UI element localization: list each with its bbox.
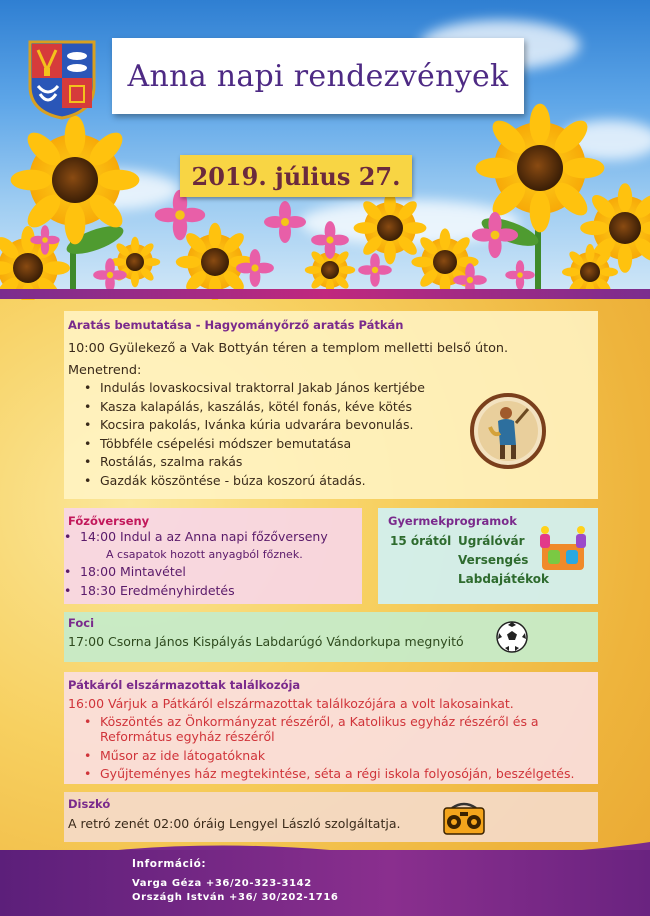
kids-heading: Gyermekprogramok <box>388 514 517 528</box>
event-date: 2019. július 27. <box>191 161 401 191</box>
list-item: • 18:00 Mintavétel <box>60 563 235 582</box>
kids-item: Ugrálóvár <box>458 534 525 548</box>
cooking-list-2 <box>60 563 235 600</box>
soccer-ball-icon <box>496 621 528 653</box>
disco-section <box>64 792 598 842</box>
disco-text: A retró zenét 02:00 óráig Lengyel László szolgáltatja. <box>68 816 401 831</box>
harvest-program-label: Menetrend: <box>68 363 142 378</box>
cooking-section <box>64 508 362 604</box>
list-item: • Kocsira pakolás, Ivánka kúria udvarára bevonulás. <box>80 416 425 435</box>
reunion-list <box>80 714 574 783</box>
list-item: • Gazdák köszöntése - búza koszorú átadás. <box>80 472 425 491</box>
bouncy-castle-icon <box>536 522 590 576</box>
kids-item: Versengés <box>458 553 529 567</box>
cooking-heading: Főzőverseny <box>68 514 150 528</box>
kids-time: 15 órától <box>390 534 452 548</box>
football-heading: Foci <box>68 616 95 630</box>
disco-heading: Diszkó <box>68 797 111 811</box>
harvest-heading: Aratás bemutatása - Hagyományőrző aratás Pátkán <box>68 318 404 332</box>
harvest-meeting: 10:00 Gyülekező a Vak Bottyán téren a templom melletti belső úton. <box>68 341 509 356</box>
list-item: • Indulás lovaskocsival traktorral Jakab János kertjébe <box>80 379 425 398</box>
contact-line: Országh István +36/ 30/202-1716 <box>132 892 339 903</box>
list-item: • Gyűjteményes ház megtekintése, séta a régi iskola folyosóján, beszélgetés. <box>80 765 574 783</box>
list-item: • Műsor az ide látogatóknak <box>80 746 574 765</box>
football-section <box>64 612 598 662</box>
cooking-list <box>60 528 328 547</box>
kids-item: Labdajátékok <box>458 572 549 586</box>
cooking-note: A csapatok hozott anyagból főznek. <box>106 548 303 561</box>
reunion-intro: 16:00 Várjuk a Pátkáról elszármazottak találkozójára a volt lakosainkat. <box>68 696 514 711</box>
list-item: • Kasza kalapálás, kaszálás, kötél fonás, kéve kötés <box>80 398 425 417</box>
info-footer <box>0 850 650 916</box>
list-item: • Rostálás, szalma rakás <box>80 453 425 472</box>
reunion-heading: Pátkáról elszármazottak találkozója <box>68 678 301 692</box>
football-text: 17:00 Csorna János Kispályás Labdarúgó Vándorkupa megnyitó <box>68 634 464 649</box>
harvest-section <box>64 311 598 499</box>
list-item: • 14:00 Indul a az Anna napi főzőverseny <box>60 528 328 547</box>
reunion-section <box>64 672 598 784</box>
date-banner <box>180 155 412 197</box>
list-item: • Köszöntés az Önkormányzat részéről, a Katolikus egyház részéről és a Református egyház részéről <box>80 714 574 744</box>
title-banner <box>112 38 524 114</box>
decorative-stripe <box>0 289 650 299</box>
contact-line: Varga Géza +36/20-323-3142 <box>132 878 312 889</box>
info-label: Információ: <box>132 858 207 870</box>
coat-of-arms-icon <box>26 38 98 120</box>
boombox-icon <box>442 802 486 836</box>
kids-section <box>378 508 598 604</box>
harvest-list <box>80 379 425 491</box>
harvester-icon <box>470 393 546 469</box>
page-title: Anna napi rendezvények <box>127 58 509 94</box>
list-item: • 18:30 Eredményhirdetés <box>60 582 235 601</box>
list-item: • Többféle csépelési módszer bemutatása <box>80 435 425 454</box>
